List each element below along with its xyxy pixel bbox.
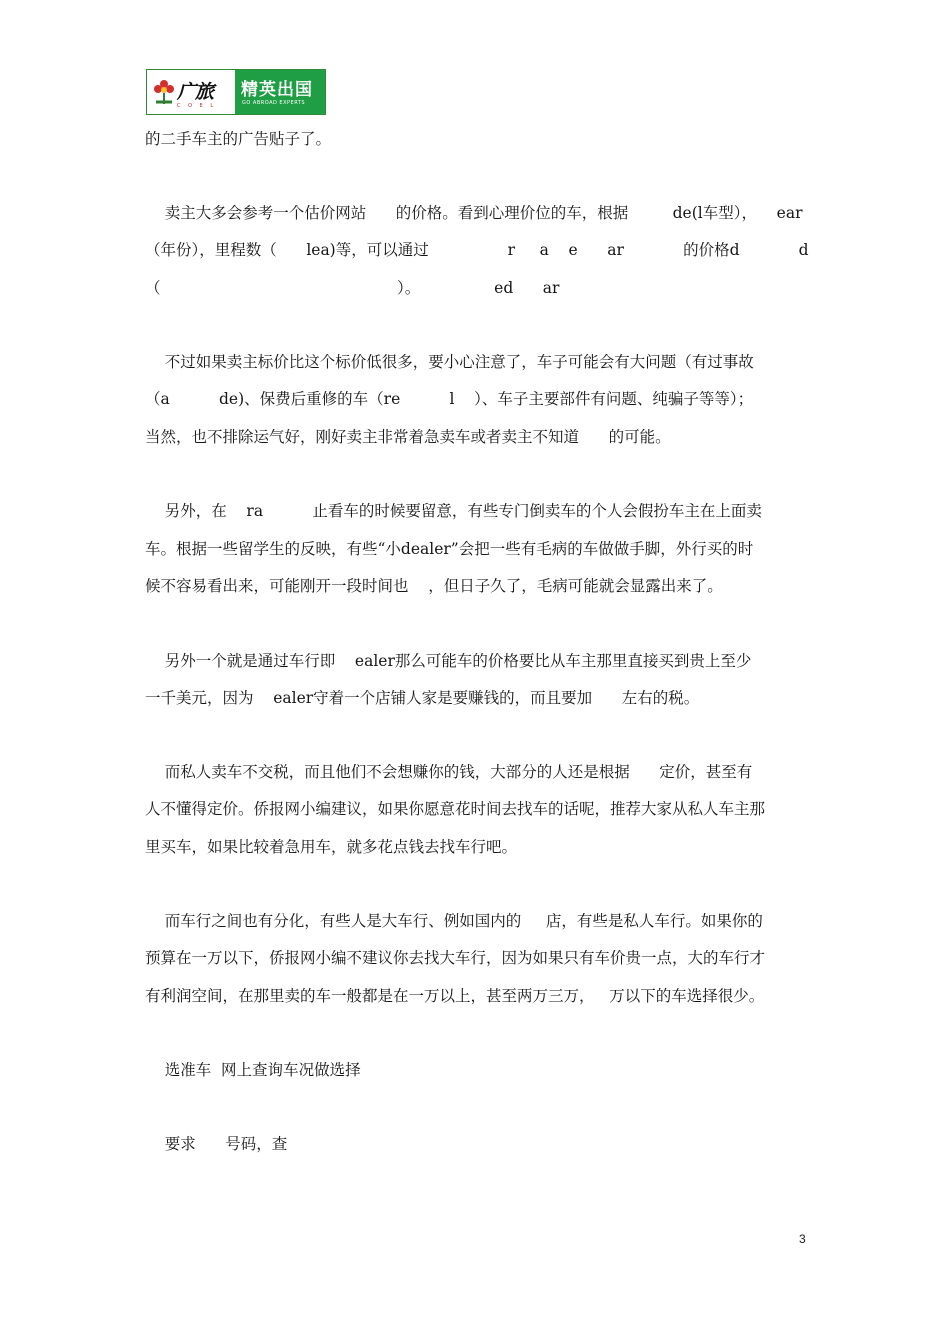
text-line: 有利润空间，在那里卖的车一般都是在一万以上，甚至两万三万， 万以下的车选择很少。 — [145, 987, 765, 1005]
text-line: 卖主大多会参考一个估价网站 的价格。看到心理价位的车，根据 de(l车型）， ear — [145, 204, 803, 222]
flower-icon — [153, 78, 175, 106]
text-line: 选准车 网上查询车况做选择 — [145, 1061, 361, 1079]
logo — [146, 69, 326, 115]
text-line: 车。根据一些留学生的反映，有些“小dealer”会把一些有毛病的车做做手脚，外行买的时 — [145, 540, 754, 558]
logo-slogan-panel — [235, 70, 325, 114]
text-line: （ ）。 ed ar — [145, 279, 560, 297]
text-line: 当然，也不排除运气好，刚好卖主非常着急卖车或者卖主不知道 的可能。 — [145, 428, 671, 446]
logo-brand-panel — [147, 70, 235, 114]
text-line: 里买车，如果比较着急用车，就多花点钱去找车行吧。 — [145, 838, 518, 856]
text-line: 人不懂得定价。侨报网小编建议，如果你愿意花时间去找车的话呢，推荐大家从私人车主那 — [145, 800, 766, 818]
logo-slogan-en: GO ABROAD EXPERTS — [242, 100, 306, 106]
text-line: 候不容易看出来，可能刚开一段时间也 ，但日子久了，毛病可能就会显露出来了。 — [145, 577, 723, 595]
logo-brand-text: 广旅 — [177, 81, 214, 103]
text-line: 而车行之间也有分化，有些人是大车行、例如国内的 店，有些是私人车行。如果你的 — [145, 912, 763, 930]
text-line: 另外，在 ra 止看车的时候要留意，有些专门倒卖车的个人会假扮车主在上面卖 — [145, 502, 762, 520]
text-line: 另外一个就是通过车行即 ealer那么可能车的价格要比从车主那里直接买到贵上至少 — [145, 652, 752, 670]
text-line: 的二手车主的广告贴子了。 — [145, 130, 332, 148]
text-line: 而私人卖车不交税，而且他们不会想赚你的钱，大部分的人还是根据 定价，甚至有 — [145, 763, 753, 781]
text-line: （a de)、保费后重修的车（re l ）、车子主要部件有问题、纯骗子等等）； — [145, 390, 754, 408]
text-line: 预算在一万以下，侨报网小编不建议你去找大车行，因为如果只有车价贵一点，大的车行才 — [145, 949, 766, 967]
text-line: 不过如果卖主标价比这个标价低很多，要小心注意了，车子可能会有大问题（有过事故 — [145, 353, 754, 371]
text-line: （年份），里程数（ lea)等，可以通过 r a e ar 的价格d d — [145, 241, 809, 259]
logo-sub-text: C O E L — [177, 103, 217, 109]
text-line: 一千美元，因为 ealer守着一个店铺人家是要赚钱的，而且要加 左右的税。 — [145, 689, 700, 707]
logo-slogan-cn: 精英出国 — [241, 80, 313, 100]
page-number: 3 — [799, 1232, 806, 1246]
text-line: 要求 号码，查 — [145, 1135, 288, 1153]
